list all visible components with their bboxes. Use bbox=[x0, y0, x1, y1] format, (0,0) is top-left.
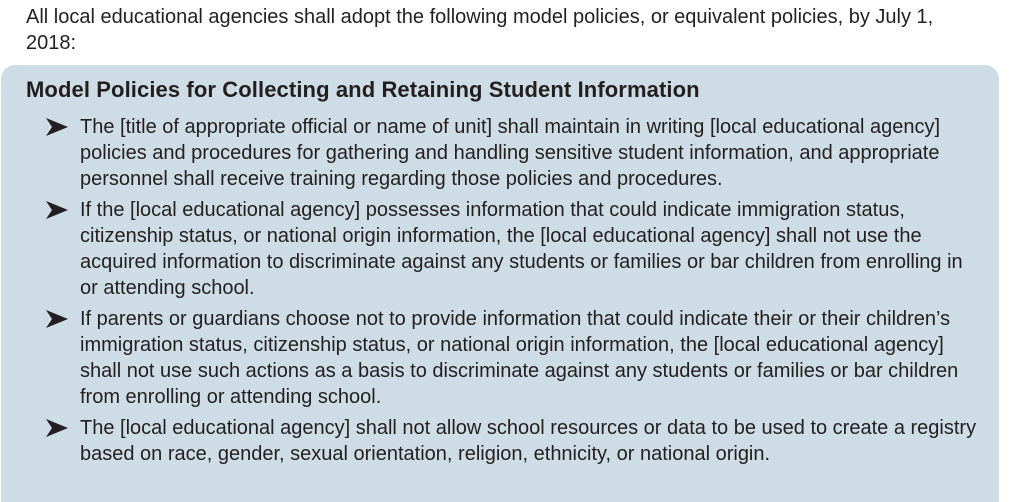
policy-item bbox=[0, 197, 1000, 301]
policy-item-text: The [local educational agency] shall not allow school resources or data to be used to create a registry based on race, gender, sexual orientation, religion, ethnicity, or national origin. bbox=[80, 417, 977, 465]
arrowhead-bullet-icon bbox=[46, 310, 68, 328]
policy-item-text: If parents or guardians choose not to provide information that could indicate their or their children’s immigration status, citizenship status, or national origin information, the [local educational agency] shall not use such actions as a basis to discriminate against any students or families or bar children from enrolling or attending school. bbox=[80, 308, 959, 408]
policy-item-text: If the [local educational agency] possesses information that could indicate immigration status, citizenship status, or national origin information, the [local educational agency] shall not use the acquired information to discriminate against any students or families or bar children from enrolling in or attending school. bbox=[80, 199, 963, 299]
panel-heading: Model Policies for Collecting and Retaining Student Information bbox=[26, 77, 700, 102]
policy-item-text: The [title of appropriate official or name of unit] shall maintain in writing [local educational agency] policies and procedures for gathering and handling sensitive student information, and appropriate personnel shall receive training regarding those policies and procedures. bbox=[80, 116, 941, 190]
arrowhead-bullet-icon bbox=[46, 201, 68, 219]
policy-item bbox=[0, 306, 1000, 410]
arrowhead-bullet-icon bbox=[46, 118, 68, 136]
policy-item bbox=[0, 415, 1000, 467]
arrowhead-bullet-icon bbox=[46, 419, 68, 437]
policy-item bbox=[0, 114, 1000, 192]
intro-paragraph: All local educational agencies shall adopt the following model policies, or equivalent policies, by July 1, 2018: bbox=[26, 6, 934, 54]
policy-list bbox=[0, 114, 1000, 472]
